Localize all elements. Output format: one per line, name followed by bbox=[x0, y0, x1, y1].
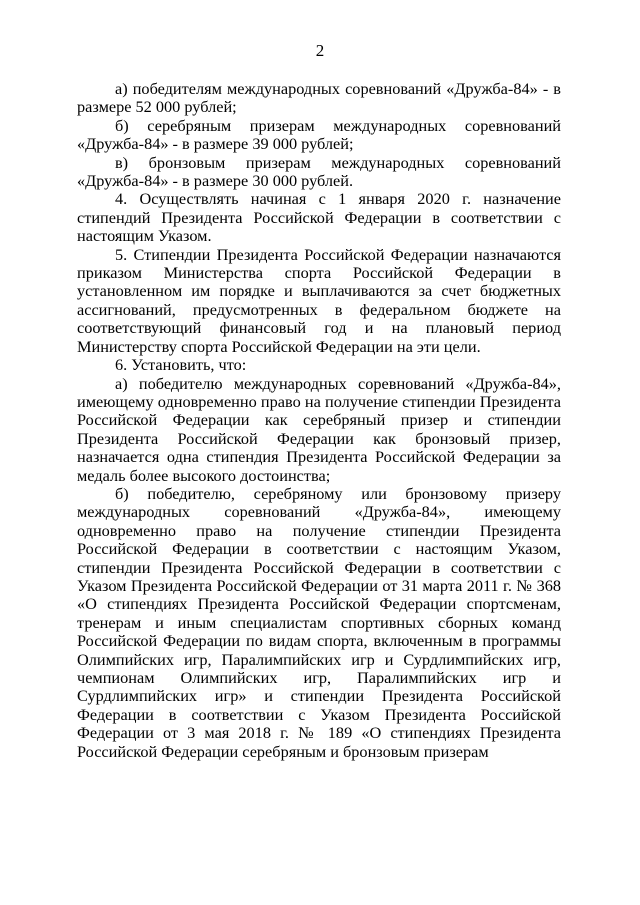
paragraph-item-b-silver: б) серебряным призерам международных соревнований «Дружба-84» - в размере 39 000 рублей; bbox=[77, 115, 561, 154]
paragraph-clause-6-a: а) победителю международных соревнований «Дружба-84», имеющему одновременно право на получение стипендии Президента Российской Федерации как серебряный призер и стипендии Президента Российской Федерации как бронзовый призер, назначается одна стипендия Президента Российской Федерации за медаль более высокого достоинства; bbox=[77, 373, 561, 485]
paragraph-clause-5: 5. Стипендии Президента Российской Федерации назначаются приказом Министерства спорта Российской Федерации в установленном им порядке и выплачиваются за счет бюджетных ассигнований, предусмотренных в федеральном бюджете на соответствующий финансовый год и на плановый период Министерству спорта Российской Федерации на эти цели. bbox=[77, 244, 561, 356]
paragraph-clause-6-b: б) победителю, серебряному или бронзовому призеру международных соревнований «Дружба-84», имеющему одновременно право на получение стипендии Президента Российской Федерации в соответствии с настоящим Указом, стипендии Президента Российской Федерации в соответствии с Указом Президента Российской Федерации от 31 марта 2011 г. № 368 «О стипендиях Президента Российской Федерации спортсменам, тренерам и иным специалистам спортивных сборных команд Российской Федерации по видам спорта, включенным в программы Олимпийских игр, Паралимпийских игр и Сурдлимпийских игр, чемпионам Олимпийских игр, Паралимпийских игр и Сурдлимпийских игр» и стипендии Президента Российской Федерации в соответствии с Указом Президента Российской Федерации от 3 мая 2018 г. № 189 «О стипендиях Президента Российской Федерации серебряным и бронзовым призерам bbox=[77, 483, 561, 761]
paragraph-clause-6: 6. Установить, что: bbox=[115, 355, 247, 375]
document-body bbox=[77, 80, 561, 761]
paragraph-clause-4: 4. Осуществлять начиная с 1 января 2020 г. назначение стипендий Президента Российской Федерации в соответствии с настоящим Указом. bbox=[77, 189, 561, 246]
paragraph-item-a-gold: а) победителям международных соревнований «Дружба-84» - в размере 52 000 рублей; bbox=[77, 79, 561, 117]
page-number: 2 bbox=[315, 41, 325, 60]
paragraph-item-v-bronze: в) бронзовым призерам международных соревнований «Дружба-84» - в размере 30 000 рублей. bbox=[77, 152, 561, 191]
